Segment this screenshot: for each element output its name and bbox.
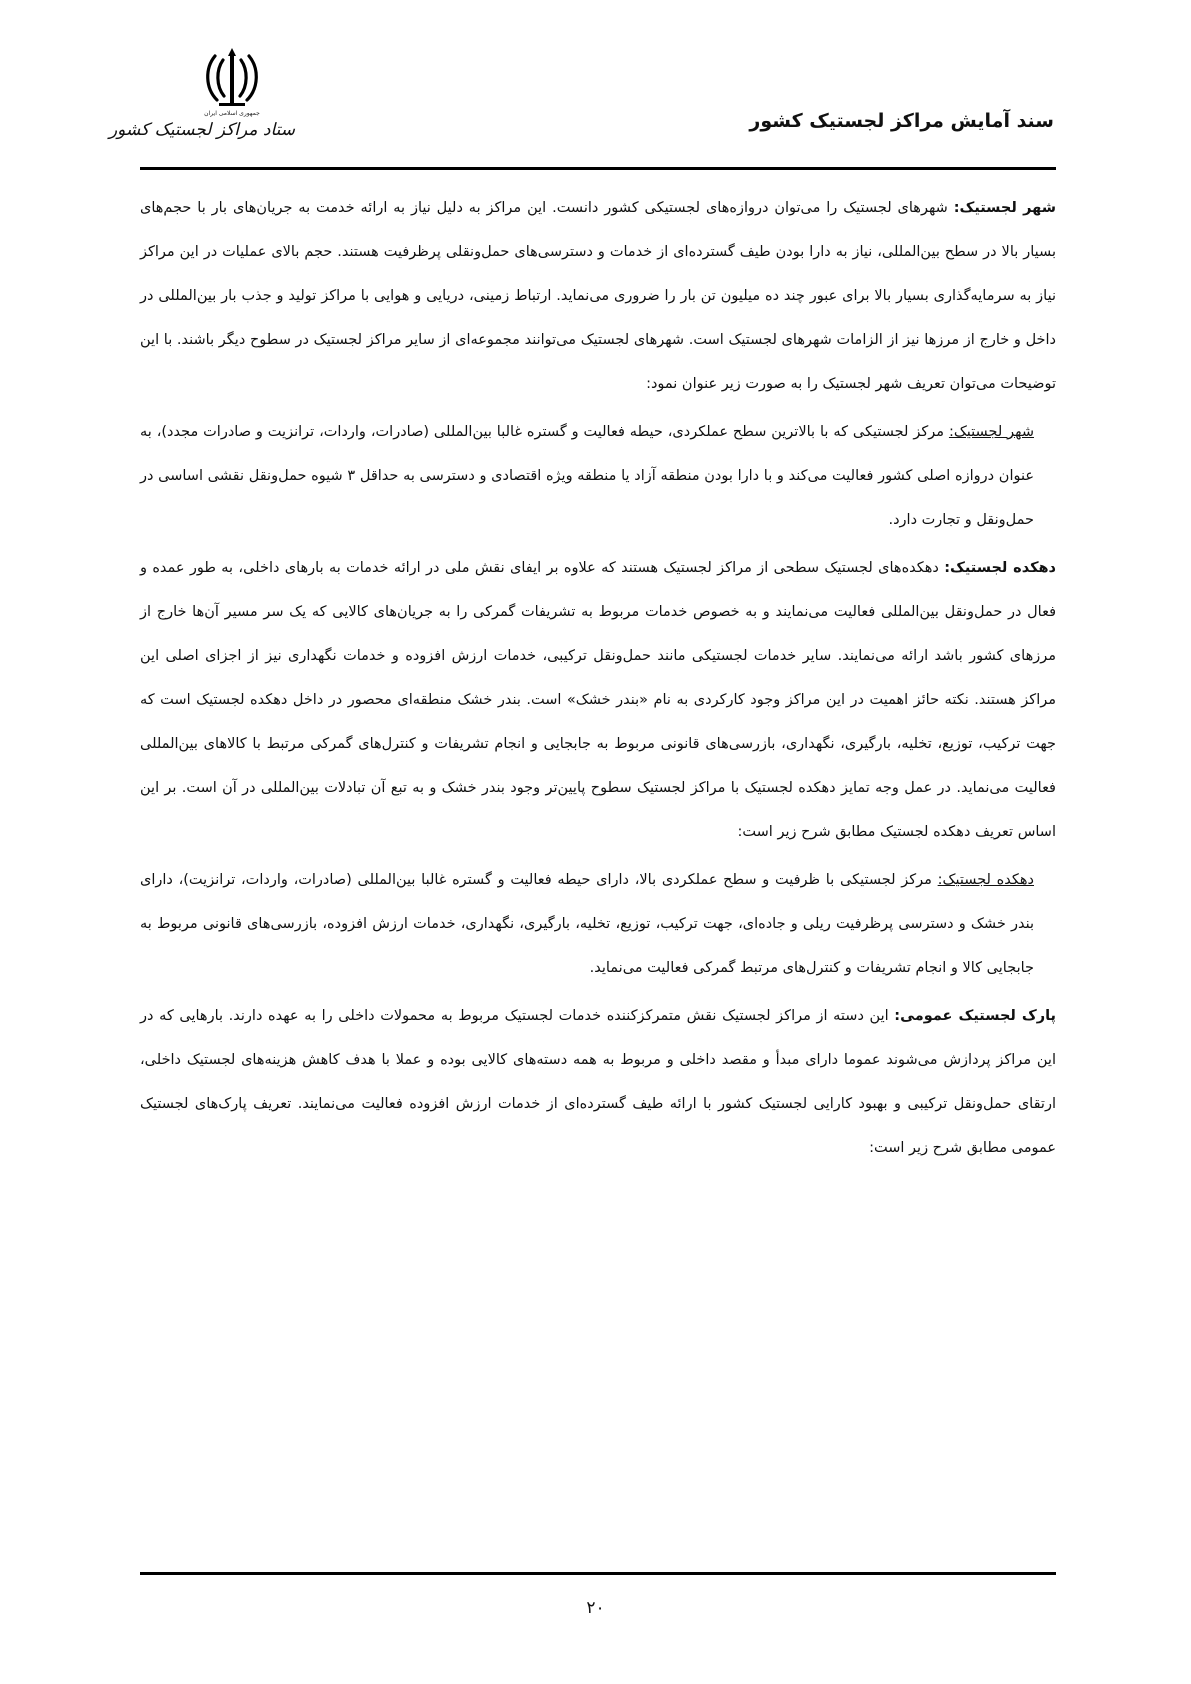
definition-term: شهر لجستیک: <box>948 424 1034 440</box>
paragraph-logistics-city <box>140 186 1056 406</box>
body-text <box>140 186 1056 1174</box>
document-title: سند آمایش مراکز لجستیک کشور <box>749 110 1054 132</box>
logo-organization-text: ستاد مراکز لجستیک کشور <box>108 120 295 140</box>
header-divider <box>140 167 1056 170</box>
header-logo <box>108 48 295 158</box>
paragraph-logistics-village <box>140 546 1056 854</box>
definition-text: مرکز لجستیکی با ظرفیت و سطح عملکردی بالا، دارای حیطه فعالیت و گستره غالبا بین‌المللی (صادرات، واردات، ترانزیت)، دارای بندر خشک و دسترسی پرظرفیت ریلی و جاده‌ای، جهت ترکیب، توزیع، تخلیه، بارگیری، نگهداری، خدمات ارزش افزوده، بازرسی‌های قانونی مربوط به جابجایی کالا و انجام تشریفات و کنترل‌های مرتبط گمرکی فعالیت می‌نماید. <box>140 872 1034 976</box>
paragraph-text: این دسته از مراکز لجستیک نقش متمرکزکننده خدمات لجستیک مربوط به محمولات داخلی را به عهده دارند. بارهایی که در این مراکز پردازش می‌شوند عموما دارای مبدأ و مقصد داخلی و مربوط به همه دسته‌های کالایی بوده و عملا با هدف کاهش هزینه‌های لجستیک داخلی، ارتقای حمل‌ونقل ترکیبی و بهبود کارایی لجستیک کشور با ارائه طیف گسترده‌ای از خدمات ارزش افزوده فعالیت می‌نمایند. تعریف پارک‌های لجستیک عمومی مطابق شرح زیر است: <box>140 1008 1056 1156</box>
paragraph-public-logistics-park <box>140 994 1056 1170</box>
paragraph-text: شهرهای لجستیک را می‌توان دروازه‌های لجستیکی کشور دانست. این مراکز به دلیل نیاز به ارائه خدمت به جریان‌های بار با حجم‌های بسیار بالا در سطح بین‌المللی، نیاز به دارا بودن طیف گسترده‌ای از خدمات و دسترسی‌های حمل‌ونقلی پرظرفیت هستند. حجم بالای عملیات در این مراکز نیاز به سرمایه‌گذاری بسیار بالا برای عبور چند ده میلیون تن بار را ضروری می‌نماید. ارتباط زمینی، دریایی و هوایی با مراکز تولید و جذب بار بین‌المللی در داخل و خارج از مرزها نیز از الزامات شهرهای لجستیک است. شهرهای لجستیک می‌توانند مجموعه‌ای از سایر مراکز لجستیک در سطوح دیگر باشند. با این توضیحات می‌توان تعریف شهر لجستیک را به صورت زیر عنوان نمود: <box>140 200 1056 392</box>
term-heading: دهکده لجستیک: <box>944 560 1057 576</box>
term-heading: پارک لجستیک عمومی: <box>894 1008 1056 1024</box>
logo-country-text: جمهوری اسلامی ایران <box>204 110 260 117</box>
definition-text: مرکز لجستیکی که با بالاترین سطح عملکردی، حیطه فعالیت و گستره غالبا بین‌المللی (صادرات، واردات، ترانزیت و صادرات مجدد)، به عنوان دروازه اصلی کشور فعالیت می‌کند و با دارا بودن منطقه آزاد یا منطقه ویژه اقتصادی و دسترسی به حداقل ۳ شیوه حمل‌ونقل نقشی اساسی در حمل‌ونقل و تجارت دارد. <box>140 424 1034 528</box>
page-number: ۲۰ <box>586 1598 605 1618</box>
paragraph-text: دهکده‌های لجستیک سطحی از مراکز لجستیک هستند که علاوه بر ایفای نقش ملی در ارائه خدمات به بارهای داخلی، به طور عمده و فعال در حمل‌ونقل بین‌المللی فعالیت می‌نمایند و به خصوص خدمات مربوط به تشریفات گمرکی را به جریان‌های کالایی که یک سر مسیر آن‌ها خارج از مرزهای کشور باشد ارائه می‌نمایند. سایر خدمات لجستیکی مانند حمل‌ونقل ترکیبی، خدمات ارزش افزوده و خدمات نگهداری نیز از اجزای اصلی این مراکز هستند. نکته حائز اهمیت در این مراکز وجود کارکردی به نام «بندر خشک» است. بندر خشک منطقه‌ای محصور در داخل دهکده لجستیک است که جهت ترکیب، توزیع، تخلیه، بارگیری، نگهداری، بازرسی‌های قانونی مربوط به جابجایی و انجام تشریفات و کنترل‌های گمرکی مرتبط با کالاهای بین‌المللی فعالیت می‌نماید. در عمل وجه تمایز دهکده لجستیک با مراکز لجستیک سطوح پایین‌تر وجود بندر خشک و به تبع آن تبادلات بین‌المللی در آن است. بر این اساس تعریف دهکده لجستیک مطابق شرح زیر است: <box>140 560 1056 840</box>
iran-emblem-icon <box>201 48 263 108</box>
definition-logistics-village <box>140 858 1056 990</box>
definition-term: دهکده لجستیک: <box>937 872 1034 888</box>
term-heading: شهر لجستیک: <box>953 200 1057 216</box>
footer-divider <box>140 1572 1056 1575</box>
definition-logistics-city <box>140 410 1056 542</box>
